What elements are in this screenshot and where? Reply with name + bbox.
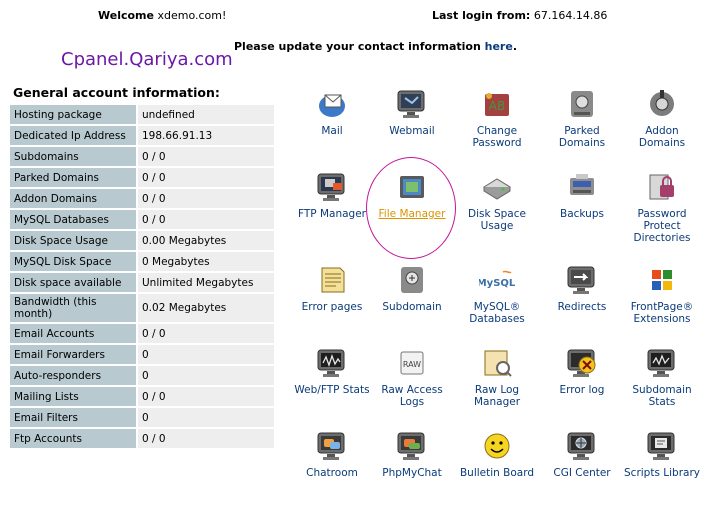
feature-label: Error log	[559, 384, 605, 396]
svg-text:MySQL: MySQL	[479, 278, 515, 289]
account-row-value: 0 / 0	[138, 168, 274, 187]
feature-label: Backups	[560, 208, 604, 220]
account-row	[10, 231, 274, 250]
account-row	[10, 294, 274, 322]
account-row-label: MySQL Disk Space	[10, 252, 136, 271]
account-row	[10, 273, 274, 292]
feature-ftp-manager-link[interactable]	[294, 169, 370, 220]
account-row	[10, 324, 274, 343]
account-row-label: MySQL Databases	[10, 210, 136, 229]
account-row-label: Parked Domains	[10, 168, 136, 187]
feature-frontpage-link[interactable]	[624, 262, 700, 325]
feature-phpmychat-link[interactable]	[374, 428, 450, 479]
feature-label: Subdomain Stats	[632, 384, 692, 408]
password-protect-icon	[644, 169, 680, 205]
feature-label: Mail	[321, 125, 343, 137]
account-row-value: 0 / 0	[138, 189, 274, 208]
account-row-value: 0	[138, 345, 274, 364]
account-row-label: Mailing Lists	[10, 387, 136, 406]
welcome-text	[98, 9, 226, 22]
feature-label: CGI Center	[553, 467, 611, 479]
scripts-library-icon	[644, 428, 680, 464]
mysql-icon	[479, 262, 515, 298]
bulletin-board-icon	[479, 428, 515, 464]
feature-label: File Manager	[378, 208, 446, 220]
subdomain-icon	[394, 262, 430, 298]
feature-label: Raw Access Logs	[381, 384, 443, 408]
account-row-value: 0	[138, 408, 274, 427]
feature-error-log-link[interactable]	[544, 345, 620, 396]
last-login-text	[432, 9, 607, 22]
feature-password-protect-link[interactable]	[624, 169, 700, 244]
account-row	[10, 408, 274, 427]
account-row-value: 0 / 0	[138, 429, 274, 448]
feature-label: Subdomain	[382, 301, 442, 313]
subdomain-stats-icon	[644, 345, 680, 381]
update-contact-notice	[234, 40, 517, 53]
feature-parked-domains-link[interactable]	[544, 86, 620, 149]
feature-subdomain-link[interactable]	[374, 262, 450, 313]
account-row-value: 198.66.91.13	[138, 126, 274, 145]
account-row	[10, 126, 274, 145]
feature-bulletin-board-link[interactable]	[459, 428, 535, 479]
welcome-label: Welcome	[98, 9, 154, 22]
error-pages-icon	[314, 262, 350, 298]
svg-text:RAW: RAW	[402, 360, 422, 369]
feature-label: FTP Manager	[298, 208, 366, 220]
feature-addon-domains-link[interactable]	[624, 86, 700, 149]
account-row	[10, 345, 274, 364]
account-row-label: Ftp Accounts	[10, 429, 136, 448]
account-info-title: General account information:	[13, 85, 220, 100]
feature-label: Change Password	[472, 125, 522, 149]
ftp-manager-icon	[314, 169, 350, 205]
feature-label: Parked Domains	[558, 125, 606, 149]
raw-access-logs-icon	[394, 345, 430, 381]
brand-title: Cpanel.Qariya.com	[61, 49, 233, 70]
change-password-icon	[479, 86, 515, 122]
feature-label: Disk Space Usage	[468, 208, 526, 232]
account-row-label: Dedicated Ip Address	[10, 126, 136, 145]
feature-disk-space-link[interactable]	[459, 169, 535, 232]
feature-label: Webmail	[389, 125, 435, 137]
last-login-ip: 67.164.14.86	[533, 9, 608, 22]
feature-redirects-link[interactable]	[544, 262, 620, 313]
feature-label: Addon Domains	[638, 125, 686, 149]
feature-label: Chatroom	[306, 467, 358, 479]
account-row-value: 0 / 0	[138, 147, 274, 166]
svg-text:AB: AB	[488, 99, 506, 113]
account-row-value: 0.02 Megabytes	[138, 294, 274, 322]
account-row-label: Hosting package	[10, 105, 136, 124]
feature-webmail-link[interactable]	[374, 86, 450, 137]
account-row-label: Auto-responders	[10, 366, 136, 385]
disk-space-icon	[479, 169, 515, 205]
phpmychat-icon	[394, 428, 430, 464]
addon-domains-icon	[644, 86, 680, 122]
feature-label: Scripts Library	[624, 467, 700, 479]
feature-label: Password Protect Directories	[633, 208, 691, 244]
frontpage-icon	[644, 262, 680, 298]
feature-chatroom-link[interactable]	[294, 428, 370, 479]
feature-mail-link[interactable]	[294, 86, 370, 137]
highlight-circle	[366, 157, 456, 259]
account-info-table	[8, 103, 276, 450]
account-row	[10, 189, 274, 208]
backups-icon	[564, 169, 600, 205]
account-row-label: Addon Domains	[10, 189, 136, 208]
account-row	[10, 366, 274, 385]
domain-name: xdemo.com!	[157, 9, 227, 22]
update-contact-link[interactable]: here	[484, 40, 513, 53]
feature-scripts-library-link[interactable]	[624, 428, 700, 479]
web-ftp-stats-icon	[314, 345, 350, 381]
account-row-value: 0 / 0	[138, 210, 274, 229]
account-row	[10, 105, 274, 124]
account-row	[10, 429, 274, 448]
feature-label: Web/FTP Stats	[294, 384, 370, 396]
feature-error-pages-link[interactable]	[294, 262, 370, 313]
account-row-value: undefined	[138, 105, 274, 124]
feature-web-ftp-stats-link[interactable]	[294, 345, 370, 396]
feature-label: Bulletin Board	[459, 467, 535, 479]
redirects-icon	[564, 262, 600, 298]
account-row-label: Email Filters	[10, 408, 136, 427]
feature-label: FrontPage® Extensions	[630, 301, 694, 325]
feature-subdomain-stats-link[interactable]	[624, 345, 700, 408]
feature-raw-access-logs-link[interactable]	[374, 345, 450, 408]
feature-label: MySQL® Databases	[469, 301, 525, 325]
account-row	[10, 168, 274, 187]
feature-backups-link[interactable]	[544, 169, 620, 220]
feature-mysql-link[interactable]	[459, 262, 535, 325]
parked-domains-icon	[564, 86, 600, 122]
webmail-icon	[394, 86, 430, 122]
account-row	[10, 210, 274, 229]
account-row-label: Bandwidth (this month)	[10, 294, 136, 322]
account-row	[10, 252, 274, 271]
account-row	[10, 147, 274, 166]
last-login-label: Last login from:	[432, 9, 531, 22]
error-log-icon	[564, 345, 600, 381]
feature-change-password-link[interactable]	[459, 86, 535, 149]
raw-log-manager-icon	[479, 345, 515, 381]
account-row-label: Email Forwarders	[10, 345, 136, 364]
account-row-value: 0 Megabytes	[138, 252, 274, 271]
feature-cgi-center-link[interactable]	[544, 428, 620, 479]
feature-label: PhpMyChat	[382, 467, 442, 479]
account-row-value: Unlimited Megabytes	[138, 273, 274, 292]
account-row	[10, 387, 274, 406]
feature-label: Raw Log Manager	[473, 384, 521, 408]
feature-label: Error pages	[301, 301, 363, 313]
cgi-center-icon	[564, 428, 600, 464]
account-row-value: 0.00 Megabytes	[138, 231, 274, 250]
feature-label: Redirects	[557, 301, 607, 313]
account-row-value: 0	[138, 366, 274, 385]
account-row-label: Disk space available	[10, 273, 136, 292]
account-row-label: Disk Space Usage	[10, 231, 136, 250]
mail-icon	[314, 86, 350, 122]
account-row-value: 0 / 0	[138, 324, 274, 343]
account-row-label: Email Accounts	[10, 324, 136, 343]
chatroom-icon	[314, 428, 350, 464]
account-row-label: Subdomains	[10, 147, 136, 166]
update-text: Please update your contact information	[234, 40, 481, 53]
update-period: .	[512, 40, 518, 53]
feature-raw-log-manager-link[interactable]	[459, 345, 535, 408]
account-row-value: 0 / 0	[138, 387, 274, 406]
